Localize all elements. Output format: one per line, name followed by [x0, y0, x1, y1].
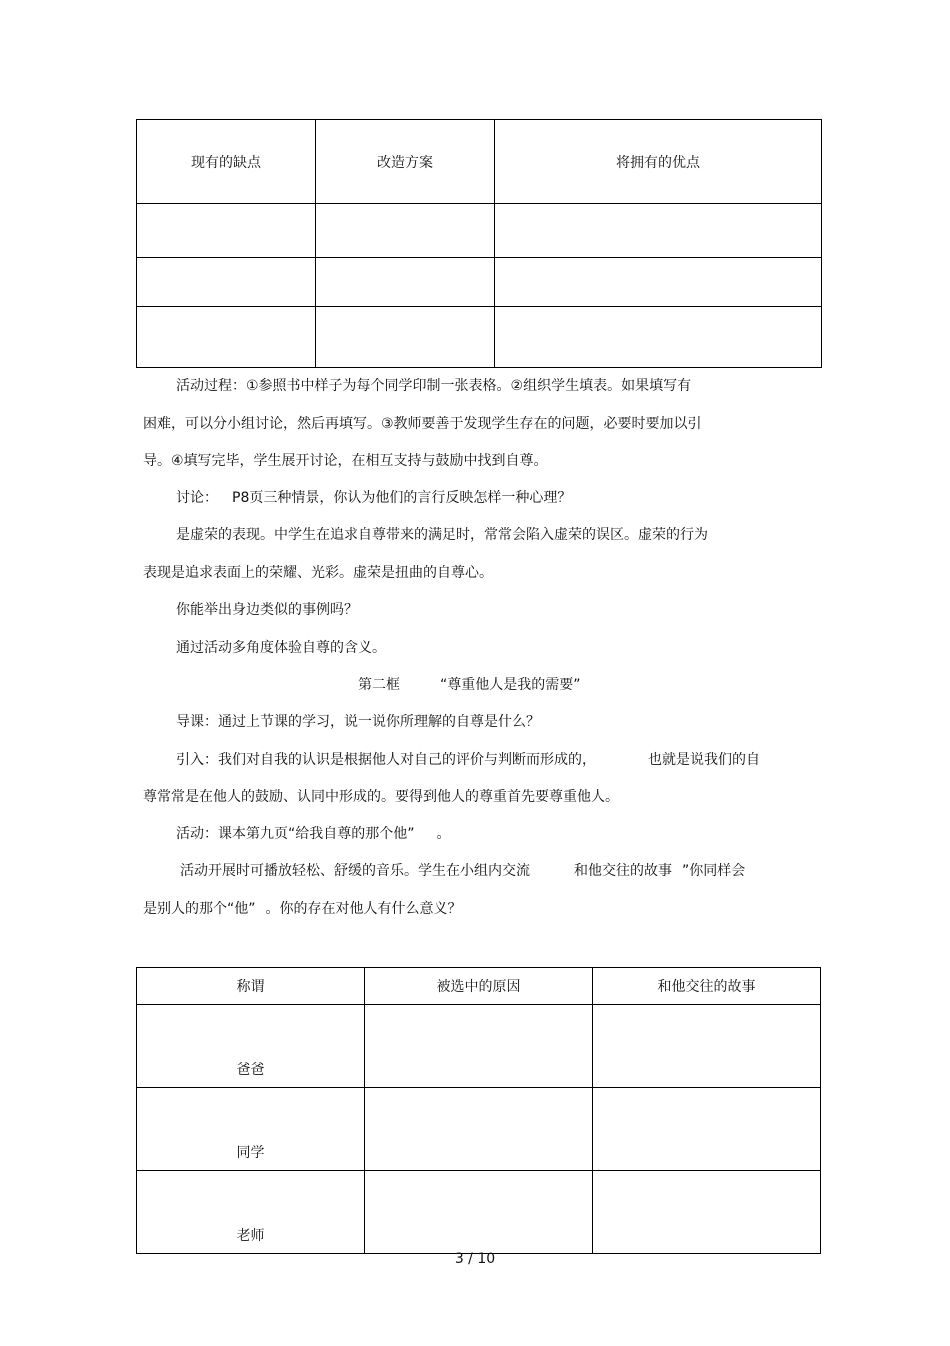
row-name-father: 爸爸 [137, 1005, 365, 1088]
discussion-label: 讨论： [176, 490, 218, 506]
defects-plan-table [136, 119, 822, 368]
paragraph-vanity-line1: 是虚荣的表现。中学生在追求自尊带来的满足时，常常会陷入虚荣的误区。虚荣的行为 [176, 527, 708, 543]
table-cell [495, 258, 822, 307]
activity-run-text-e: 。你的存在对他人有什么意义？ [265, 901, 462, 917]
paragraph-examples: 你能举出身边类似的事例吗？ [176, 602, 358, 618]
activity-text: 活动：课本第九页“给我自尊的那个他” [176, 826, 415, 842]
activity-run-text-c: ”你同样会 [682, 863, 746, 879]
paragraph-vanity-line2: 表现是追求表面上的荣耀、光彩。虚荣是扭曲的自尊心。 [143, 565, 493, 581]
table-cell [316, 307, 495, 368]
paragraph-activity-process-line2: 困难，可以分小组讨论，然后再填写。③教师要善于发现学生存在的问题，必要时要加以引 [143, 416, 702, 432]
table-cell [137, 307, 316, 368]
row-name-classmate: 同学 [137, 1088, 365, 1171]
header-current-defects: 现有的缺点 [137, 120, 316, 204]
paragraph-activity-run-line2 [143, 899, 462, 919]
paragraph-experience: 通过活动多角度体验自尊的含义。 [176, 640, 386, 656]
paragraph-activity-run-line1 [180, 861, 745, 881]
section-heading [358, 675, 581, 695]
table-cell [316, 204, 495, 258]
table-row [137, 1171, 821, 1254]
paragraph-activity-process-line1: 活动过程：①参照书中样子为每个同学印制一张表格。②组织学生填表。如果填写有 [176, 378, 692, 394]
table-cell [365, 1171, 593, 1254]
activity-run-text-a: 活动开展时可播放轻松、舒缓的音乐。学生在小组内交流 [180, 863, 530, 879]
table-cell [593, 1088, 821, 1171]
header-reason-chosen: 被选中的原因 [365, 968, 593, 1005]
activity-run-text-d: 是别人的那个“他” [143, 901, 256, 917]
introduction-text-a: 引入：我们对自我的认识是根据他人对自己的评价与判断而形成的， [176, 752, 596, 768]
table-cell [316, 258, 495, 307]
table-cell [593, 1171, 821, 1254]
page-number: 3 / 10 [454, 1251, 496, 1267]
paragraph-discussion [176, 488, 571, 508]
header-improvement-plan: 改造方案 [316, 120, 495, 204]
table-cell [495, 307, 822, 368]
activity-run-text-b: 和他交往的故事 [574, 863, 672, 879]
header-title: 称谓 [137, 968, 365, 1005]
table-header-row [137, 968, 821, 1005]
paragraph-introduction-line1 [176, 750, 760, 770]
table-row [137, 1088, 821, 1171]
section-heading-title: “尊重他人是我的需要” [440, 677, 581, 693]
table-cell [593, 1005, 821, 1088]
table-cell [137, 258, 316, 307]
header-story: 和他交往的故事 [593, 968, 821, 1005]
table-header-row [137, 120, 822, 204]
table-cell [137, 204, 316, 258]
table-cell [495, 204, 822, 258]
section-heading-number: 第二框 [358, 677, 400, 693]
table-row [137, 307, 822, 368]
person-who-gave-me-self-respect-table [136, 967, 821, 1254]
table-cell [365, 1005, 593, 1088]
header-future-strengths: 将拥有的优点 [495, 120, 822, 204]
paragraph-activity-process-line3: 导。④填写完毕，学生展开讨论，在相互支持与鼓励中找到自尊。 [143, 453, 548, 469]
table-row [137, 258, 822, 307]
table-row [137, 1005, 821, 1088]
paragraph-lead-in: 导课：通过上节课的学习，说一说你所理解的自尊是什么？ [176, 714, 540, 730]
paragraph-introduction-line2: 尊常常是在他人的鼓励、认同中形成的。要得到他人的尊重首先要尊重他人。 [143, 789, 619, 805]
row-name-teacher: 老师 [137, 1171, 365, 1254]
introduction-text-b: 也就是说我们的自 [648, 752, 760, 768]
table-row [137, 204, 822, 258]
table-cell [365, 1088, 593, 1171]
activity-period: 。 [436, 826, 451, 842]
discussion-text: P8页三种情景，你认为他们的言行反映怎样一种心理？ [232, 490, 572, 506]
paragraph-activity [176, 824, 451, 844]
